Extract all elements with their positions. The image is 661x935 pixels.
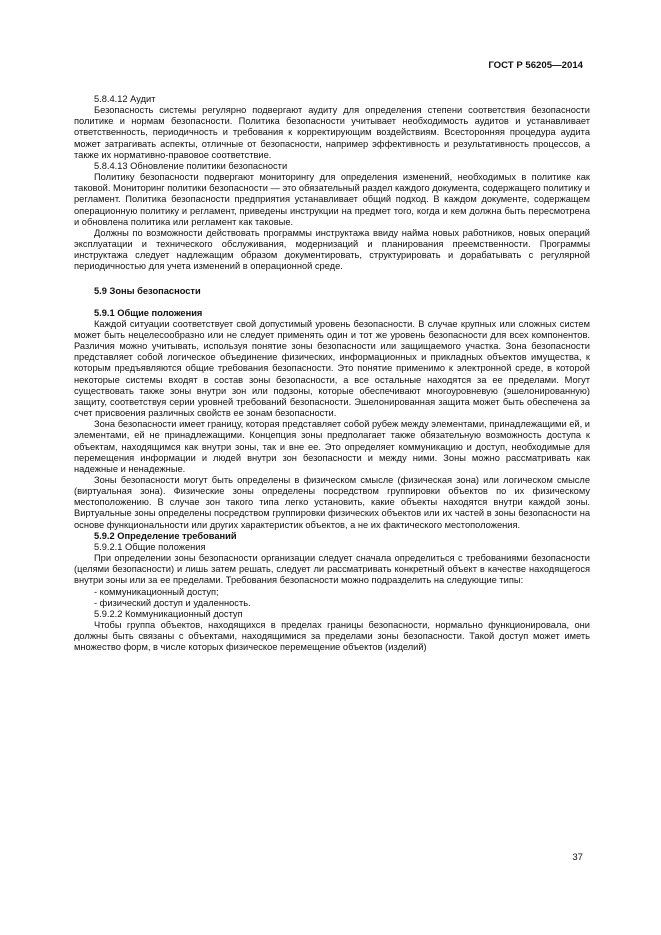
page-number: 37 xyxy=(572,852,583,863)
document-standard-number: ГОСТ Р 56205—2014 xyxy=(488,60,583,71)
list-item: - физический доступ и удаленность. xyxy=(94,597,251,608)
page-content xyxy=(74,94,590,654)
paragraph: Зоны безопасности могут быть определены в физическом смысле (физическая зона) или логическом смысле (виртуальная зона). Физические зоны определены посредством группировки объектов по их физическому местоположению. В случае зон такого типа легко установить, какие объекты находятся внутри каждой зоны. Виртуальные зоны определены посредством группировки физических объектов или их частей в зоны безопасности на основе функциональности или других характеристик объектов, а не их фактического местоположения. xyxy=(74,475,590,530)
list-item: - коммуникационный доступ; xyxy=(94,586,219,597)
paragraph: Должны по возможности действовать программы инструктажа ввиду найма новых работников, новых операций эксплуатации и технического обслуживания, модернизаций и планирования преемственности. Программы инструктажа следует надлежащим образом документировать, структурировать и дорабатывать с регулярной периодичностью для учета изменений в операционной среде. xyxy=(74,227,590,272)
paragraph: Каждой ситуации соответствует свой допустимый уровень безопасности. В случае крупных или сложных систем может быть нецелесообразно или не следует применять один и тот же уровень безопасности для всех компонентов. Различия можно учитывать, используя понятие зоны безопасности или защищаемого участка. Зона безопасности представляет собой логическое объединение физических, информационных и прикладных объектов имущества, к которым предъявляются общие требования безопасности. Это понятие применимо к электронной среде, в которой некоторые системы входят в состав зоны безопасности, а все остальные находятся за ее пределами. Могут существовать также зоны внутри зон или подзоны, которые обеспечивают многоуровневую (эшелонированную) защиту, соответствуя серии уровней требований безопасности. Эшелонированная защита может быть обеспечена за счет присвоения различных свойств ее зонам безопасности. xyxy=(74,318,590,419)
heading-5-8-4-12: 5.8.4.12 Аудит xyxy=(94,94,156,104)
heading-5-9-1: 5.9.1 Общие положения xyxy=(94,307,203,318)
paragraph: Безопасность системы регулярно подвергают аудиту для определения степени соответствия безопасности политике и нормам безопасности. Политика безопасности учитывает необходимость аудитов и устанавливает ответственность, периодичность и требования к корректирующим воздействиям. Всесторонняя процедура аудита может затрагивать аспекты, отличные от безопасности, например эффективность и результативность процессов, а также их нормативно-правовое соответствие. xyxy=(74,105,590,160)
paragraph: Чтобы группа объектов, находящихся в пределах границы безопасности, нормально функционировала, они должны быть связаны с объектами, находящимися за пределами зоны безопасности. Такой доступ может иметь множество форм, в числе которых физическое перемещение объектов (изделий) xyxy=(74,620,590,653)
heading-5-8-4-13: 5.8.4.13 Обновление политики безопасности xyxy=(94,160,288,171)
heading-5-9-2-2: 5.9.2.2 Коммуникационный доступ xyxy=(94,608,243,619)
requirement-types-list xyxy=(74,587,590,609)
paragraph: Зона безопасности имеет границу, которая представляет собой рубеж между элементами, принадлежащими ей, и элементами, ей не принадлежащими. Концепция зоны предполагает также обязательную возможность доступа к объектам, находящимся как внутри зоны, так и вне ее. Это определяет коммуникацию и доступ, необходимые для перемещения информации и людей внутри зон безопасности и между ними. Зоны можно рассматривать как надежные и ненадежные. xyxy=(74,419,590,474)
heading-5-9: 5.9 Зоны безопасности xyxy=(94,285,201,296)
heading-5-9-2: 5.9.2 Определение требований xyxy=(94,530,237,541)
paragraph: При определении зоны безопасности организации следует сначала определиться с требованиями безопасности (целями безопасности) и лишь затем решать, следует ли рассматривать конкретный объект в качестве находящегося внутри зоны или за ее пределами. Требования безопасности можно подразделить на следующие типы: xyxy=(74,553,590,586)
paragraph: Политику безопасности подвергают мониторингу для определения изменений, необходимых в политике как таковой. Мониторинг политики безопасности — это обязательный раздел каждого документа, содержащего политику и регламент. Политика безопасности предприятия устанавливает общий подход. В каждом документе, содержащем операционную политику и регламент, приведены инструкции на предмет того, когда и кем должна быть пересмотрена и обновлена политика или регламент как таковые. xyxy=(74,172,590,227)
heading-5-9-2-1: 5.9.2.1 Общие положения xyxy=(94,541,206,552)
